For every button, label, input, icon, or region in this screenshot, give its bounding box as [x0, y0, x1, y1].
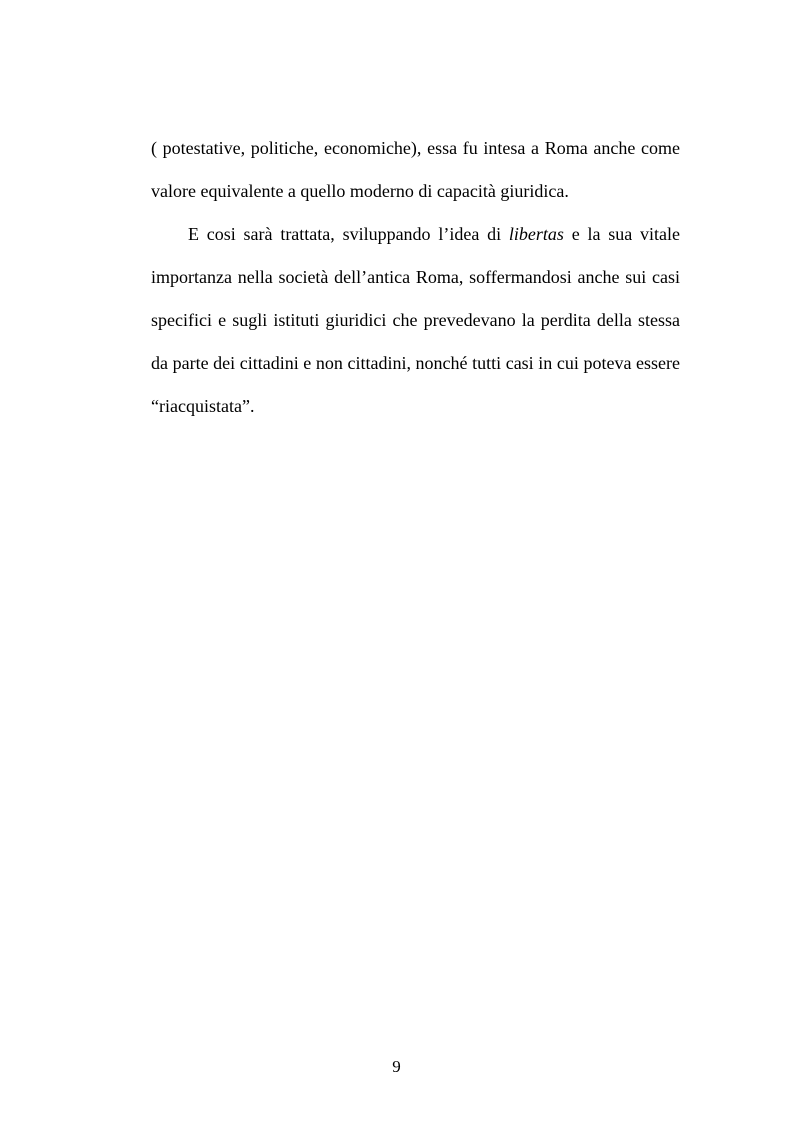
paragraph-text-before: E cosi sarà trattata, sviluppando l’idea di	[188, 224, 509, 244]
document-body	[151, 127, 680, 428]
paragraph-text-after: e la sua vitale importanza nella società dell’antica Roma, soffermandosi anche sui casi specifici e sugli istituti giuridici che prevedevano la perdita della stessa da parte dei cittadini e non cittadini, nonché tutti casi in cui poteva essere “riacquistata”.	[151, 224, 680, 416]
page-number: 9	[392, 1057, 401, 1076]
paragraph-continuation: ( potestative, politiche, economiche), essa fu intesa a Roma anche come valore equivalente a quello moderno di capacità giuridica.	[151, 138, 680, 201]
paragraph-libertas	[151, 213, 680, 428]
italic-term-libertas: libertas	[508, 224, 564, 244]
